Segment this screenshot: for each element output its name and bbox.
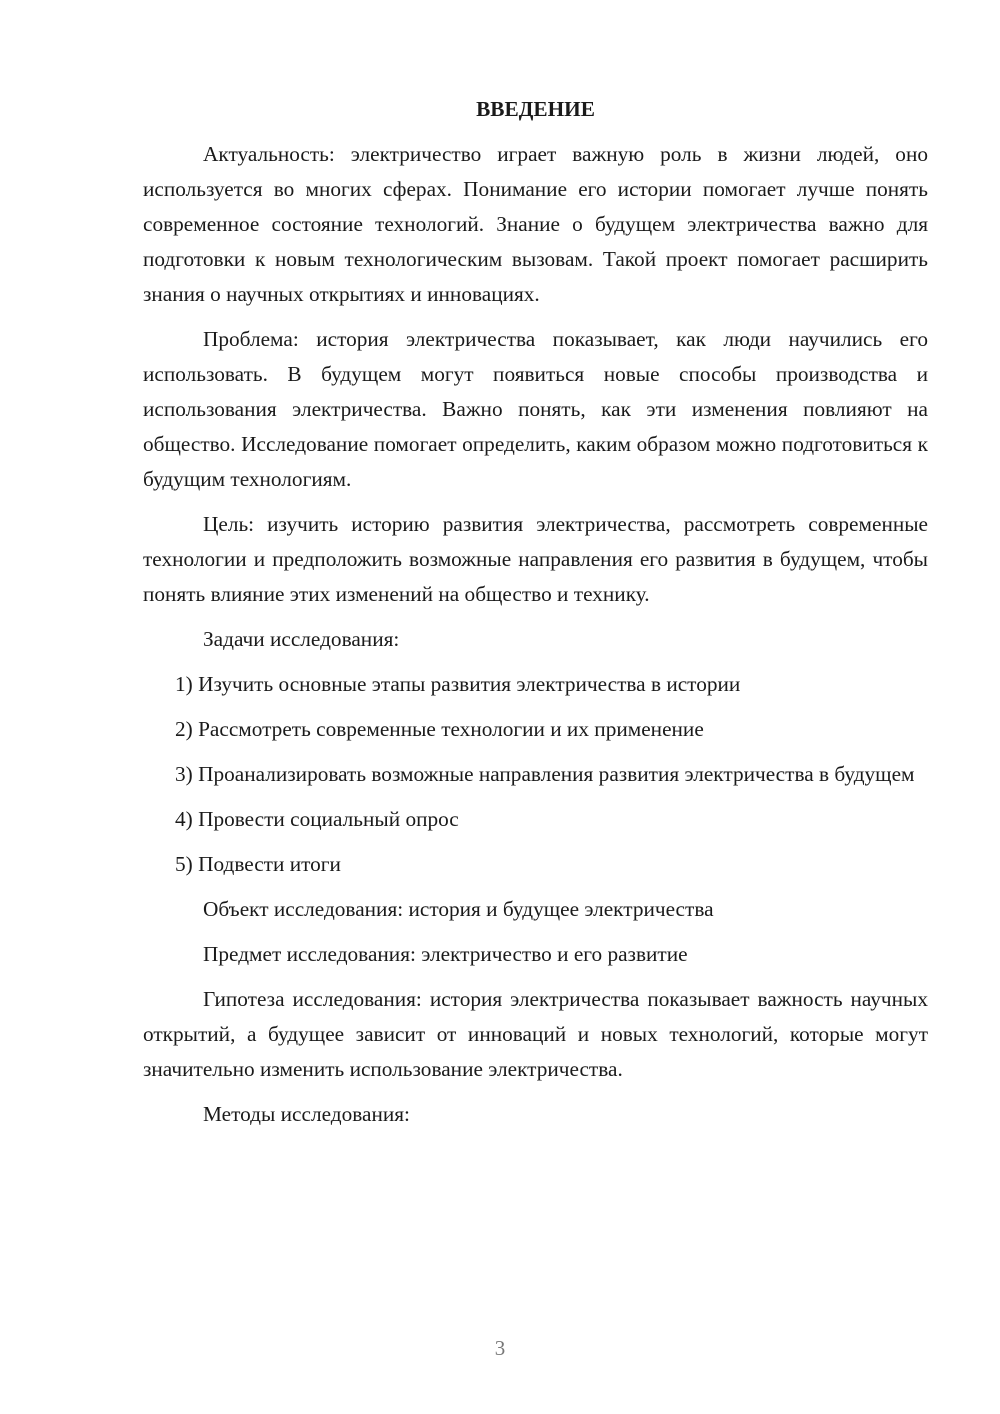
methods-heading: Методы исследования: <box>203 1102 410 1126</box>
task-item-1: 1) Изучить основные этапы развития электричества в истории <box>175 672 741 696</box>
tasks-heading: Задачи исследования: <box>203 627 400 651</box>
page-content <box>143 92 928 1142</box>
task-item-4: 4) Провести социальный опрос <box>175 807 459 831</box>
task-item-2: 2) Рассмотреть современные технологии и их применение <box>175 717 704 741</box>
page-title: ВВЕДЕНИЕ <box>476 97 595 121</box>
task-item-5: 5) Подвести итоги <box>175 852 341 876</box>
task-item-3: 3) Проанализировать возможные направления развития электричества в будущем <box>175 762 915 786</box>
page-number: 3 <box>494 1336 506 1360</box>
problem-paragraph: Проблема: история электричества показывает, как люди научились его использовать. В будущем могут появиться новые способы производства и использования электричества. Важно понять, как эти изменения повлияют на общество. Исследование помогает определить, каким образом можно подготовиться к будущим технологиям. <box>143 327 928 491</box>
goal-paragraph: Цель: изучить историю развития электричества, рассмотреть современные технологии и предположить возможные направления его развития в будущем, чтобы понять влияние этих изменений на общество и технику. <box>143 512 928 606</box>
relevance-paragraph: Актуальность: электричество играет важную роль в жизни людей, оно используется во многих сферах. Понимание его истории помогает лучше понять современное состояние технологий. Знание о будущем электричества важно для подготовки к новым технологическим вызовам. Такой проект помогает расширить знания о научных открытиях и инновациях. <box>143 142 928 306</box>
hypothesis-paragraph: Гипотеза исследования: история электричества показывает важность научных открытий, а будущее зависит от инноваций и новых технологий, которые могут значительно изменить использование электричества. <box>143 987 928 1081</box>
research-object: Объект исследования: история и будущее электричества <box>203 897 714 921</box>
research-subject: Предмет исследования: электричество и его развитие <box>203 942 688 966</box>
